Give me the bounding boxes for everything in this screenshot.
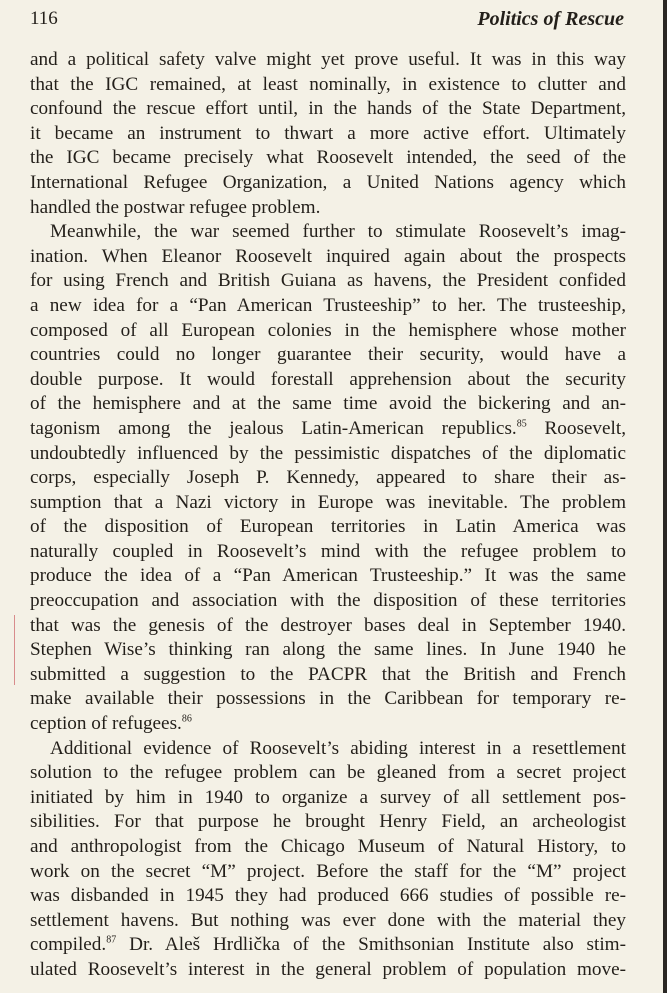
text-line-content: Additional evidence of Roosevelt’s abiding interest in a resettlement bbox=[50, 737, 626, 759]
text-line-content: of the disposition of European territories in Latin America was bbox=[30, 516, 626, 538]
text-line-content: it became an instrument to thwart a more active effort. Ultimately bbox=[30, 122, 626, 144]
text-line bbox=[30, 48, 626, 73]
text-line-content: tagonism among the jealous Latin-American republics. bbox=[30, 417, 517, 439]
page-edge-shadow bbox=[663, 0, 667, 993]
text-line-continuation: Dr. Aleš Hrdlička of the Smithsonian Institute also stim- bbox=[116, 934, 626, 956]
text-line-content: confound the rescue effort until, in the hands of the State Department, bbox=[30, 98, 626, 120]
text-line bbox=[30, 614, 626, 639]
text-line-content: undoubtedly influenced by the pessimistic dispatches of the diplomatic bbox=[30, 442, 626, 464]
text-line-content: settlement havens. But nothing was ever done with the material they bbox=[30, 909, 626, 931]
text-line-content: sibilities. For that purpose he brought Henry Field, an archeologist bbox=[30, 811, 626, 833]
text-line bbox=[30, 146, 626, 171]
text-line bbox=[30, 589, 626, 614]
text-line-content: compiled. bbox=[30, 934, 107, 956]
text-line bbox=[30, 515, 626, 540]
text-line bbox=[30, 122, 626, 147]
text-line-continuation: Roosevelt, bbox=[526, 417, 626, 439]
text-line bbox=[30, 663, 626, 688]
text-line bbox=[30, 540, 626, 565]
text-line bbox=[30, 196, 626, 221]
text-line bbox=[30, 442, 626, 467]
text-line bbox=[30, 737, 626, 762]
text-line-content: and anthropologist from the Chicago Museum of Natural History, to bbox=[30, 836, 626, 857]
text-line-content: Meanwhile, the war seemed further to stimulate Roosevelt’s imag- bbox=[50, 221, 626, 243]
body-text bbox=[30, 48, 626, 983]
footnote-marker: 87 bbox=[106, 934, 117, 946]
text-line-content: that the IGC remained, at least nominally, in existence to clutter and bbox=[30, 73, 626, 95]
text-line bbox=[30, 786, 626, 811]
text-line bbox=[30, 417, 626, 442]
page-number: 116 bbox=[30, 8, 58, 29]
text-line bbox=[30, 564, 626, 589]
text-line-content: produce the idea of a “Pan American Trusteeship.” It was the same bbox=[30, 565, 626, 587]
footnote-marker: 86 bbox=[181, 713, 192, 725]
text-line-content: for using French and British Guiana as havens, the President confided bbox=[30, 270, 626, 292]
text-line-content: make available their possessions in the Caribbean for temporary re- bbox=[30, 688, 626, 710]
text-line bbox=[30, 884, 626, 909]
text-line-content: double purpose. It would forestall apprehension about the security bbox=[30, 368, 626, 390]
text-line-content: handled the postwar refugee problem. bbox=[30, 196, 321, 218]
text-line-content: solution to the refugee problem can be gleaned from a secret project bbox=[30, 762, 626, 784]
text-line bbox=[30, 73, 626, 98]
text-line-content: sumption that a Nazi victory in Europe was inevitable. The problem bbox=[30, 491, 626, 513]
text-line bbox=[30, 638, 626, 663]
text-line-content: countries could no longer guarantee their security, would have a bbox=[30, 344, 626, 366]
text-line bbox=[30, 810, 626, 835]
text-line-content: initiated by him in 1940 to organize a survey of all settlement pos- bbox=[30, 786, 626, 808]
text-line-content: of the hemisphere and at the same time avoid the bickering and an- bbox=[30, 393, 626, 415]
text-line-content: work on the secret “M” project. Before the staff for the “M” project bbox=[30, 860, 626, 882]
text-line bbox=[30, 97, 626, 122]
text-line-content: a new idea for a “Pan American Trusteeship” to her. The trusteeship, bbox=[30, 294, 626, 316]
text-line bbox=[30, 491, 626, 516]
text-line bbox=[30, 368, 626, 393]
text-line-content: preoccupation and association with the disposition of these territories bbox=[30, 590, 626, 612]
text-line bbox=[30, 269, 626, 294]
text-line-content: and a political safety valve might yet prove useful. It was in this way bbox=[30, 49, 626, 70]
text-line bbox=[30, 466, 626, 491]
text-line-content: Stephen Wise’s thinking ran along the same lines. In June 1940 he bbox=[30, 639, 626, 661]
text-line bbox=[30, 687, 626, 712]
text-line bbox=[30, 835, 626, 860]
text-line-content: ulated Roosevelt’s interest in the general problem of population move- bbox=[30, 958, 626, 980]
text-line-content: the IGC became precisely what Roosevelt intended, the seed of the bbox=[30, 147, 626, 169]
text-line bbox=[30, 319, 626, 344]
text-line bbox=[30, 761, 626, 786]
running-head: Politics of Rescue bbox=[477, 8, 624, 30]
footnote-marker: 85 bbox=[516, 418, 527, 430]
text-line bbox=[30, 343, 626, 368]
text-line bbox=[30, 220, 626, 245]
text-line-content: composed of all European colonies in the hemisphere whose mother bbox=[30, 319, 626, 341]
text-line bbox=[30, 171, 626, 196]
text-line bbox=[30, 860, 626, 885]
text-line bbox=[30, 933, 626, 958]
text-line bbox=[30, 909, 626, 934]
text-line bbox=[30, 294, 626, 319]
text-line-content: International Refugee Organization, a United Nations agency which bbox=[30, 171, 626, 193]
text-line-content: ception of refugees. bbox=[30, 713, 182, 735]
margin-pencil-mark bbox=[14, 615, 15, 685]
text-line-content: corps, especially Joseph P. Kennedy, appeared to share their as- bbox=[30, 467, 626, 489]
page-header bbox=[30, 8, 624, 34]
text-line-content: naturally coupled in Roosevelt’s mind with the refugee problem to bbox=[30, 540, 626, 562]
text-line-content: was disbanded in 1945 they had produced 666 studies of possible re- bbox=[30, 885, 626, 907]
text-line bbox=[30, 958, 626, 983]
text-line-content: that was the genesis of the destroyer bases deal in September 1940. bbox=[30, 614, 626, 636]
text-line-content: ination. When Eleanor Roosevelt inquired again about the prospects bbox=[30, 245, 626, 267]
text-line bbox=[30, 245, 626, 270]
text-line-content: submitted a suggestion to the PACPR that the British and French bbox=[30, 663, 626, 685]
text-line bbox=[30, 712, 626, 737]
text-line bbox=[30, 392, 626, 417]
